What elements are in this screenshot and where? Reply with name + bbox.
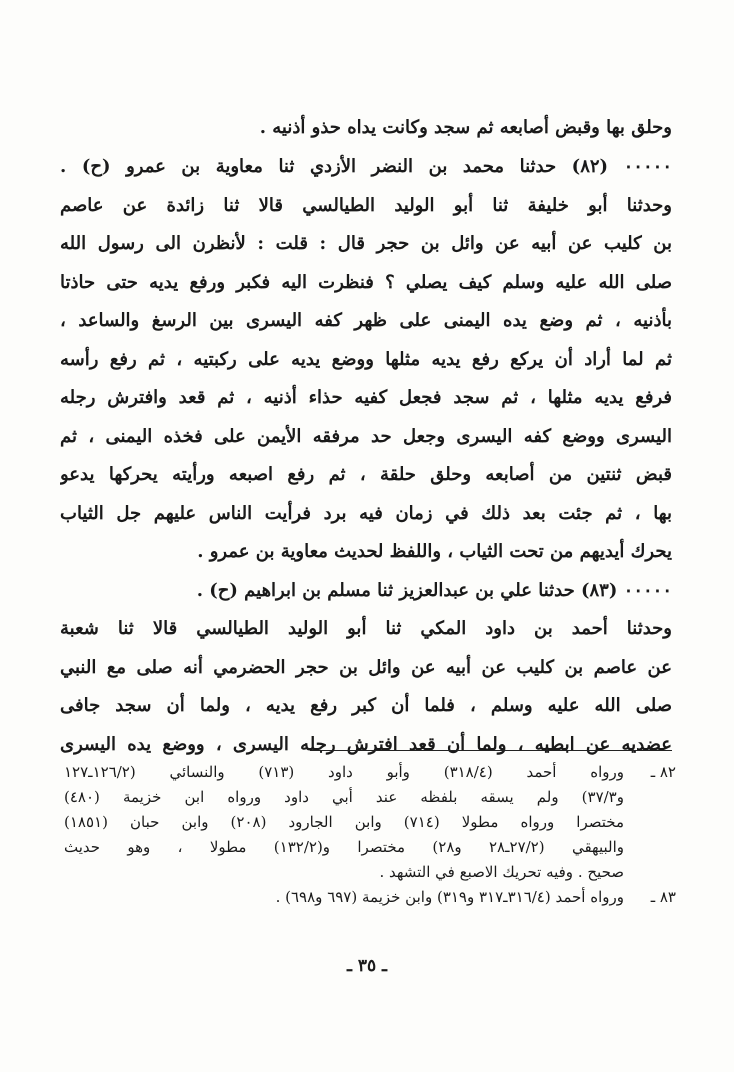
text-line: صلى الله عليه وسلم كيف يصلي ؟ فنظرت اليه فكبر ورفع يديه حتى حاذتا xyxy=(60,271,672,293)
text-line: يحرك أيديهم من تحت الثياب ، واللفظ لحديث معاوية بن عمرو . xyxy=(197,541,672,562)
text-line: صلى الله عليه وسلم ، فلما أن كبر رفع يديه ، ولما أن سجد جافى xyxy=(60,695,672,716)
text-line: عضديه عن ابطيه ، ولما أن قعد افترش رجله اليسرى ، ووضع يده اليسرى xyxy=(60,733,672,755)
footnote-number xyxy=(624,835,676,860)
text-line: قبض ثنتين من أصابعه وحلق حلقة ، ثم رفع اصبعه ورأيته يحركها يدعو xyxy=(60,464,672,485)
footnote-number: ٨٣ ـ xyxy=(650,888,676,906)
footnote-number xyxy=(624,810,676,835)
footnote-line xyxy=(64,785,676,810)
footnote-number xyxy=(624,785,676,810)
text-line: بن كليب عن أبيه عن وائل بن حجر قال : قلت : لأنظرن الى رسول الله xyxy=(60,233,672,254)
text-line: عن عاصم بن كليب عن أبيه عن وائل بن حجر الحضرمي أنه صلى مع النبي xyxy=(60,656,672,678)
footnote-line xyxy=(64,860,676,885)
text-line: اليسرى ووضع كفه اليسرى وجعل حد مرفقه الأيمن على فخذه اليمنى ، ثم xyxy=(60,425,672,447)
footnote-text: صحيح . وفيه تحريك الاصبع في التشهد . xyxy=(379,863,624,881)
text-line: ٠٠٠٠٠ (٨٢) حدثنا محمد بن النضر الأزدي ثنا معاوية بن عمرو (ح) . xyxy=(60,156,672,177)
text-line: ثم لما أراد أن يركع رفع يديه مثلها ووضع يديه على ركبتيه ، ثم رفع رأسه xyxy=(60,348,672,370)
footnote-divider xyxy=(310,750,672,751)
text-line: وحلق بها وقبض أصابعه ثم سجد وكانت يداه حذو أذنيه . xyxy=(259,117,672,138)
page-number: ـ ٣٥ ـ xyxy=(346,956,388,976)
footnote-line xyxy=(64,810,676,835)
footnote-text: والبيهقي (٢٧/٢ـ٢٨ و٢٨) مختصرا و(١٣٢/٢) مطولا ، وهو حديث xyxy=(64,838,624,856)
footnotes xyxy=(64,760,676,910)
text-line: وحدثنا أبو خليفة ثنا أبو الوليد الطيالسي قالا ثنا زائدة عن عاصم xyxy=(60,194,672,216)
footnote-line xyxy=(64,835,676,860)
main-text xyxy=(60,108,672,764)
footnote-text: مختصرا ورواه مطولا (٧١٤) وابن الجارود (٢٠٨) وابن حبان (١٨٥١) xyxy=(64,813,624,831)
footnote-text: ورواه أحمد (٣١٨/٤) وأبو داود (٧١٣) والنسائي (١٢٦/٢ـ١٢٧ xyxy=(64,763,624,781)
text-line: بأذنيه ، ثم وضع يده اليمنى على ظهر كفه اليسرى بين الرسغ والساعد ، xyxy=(60,310,672,331)
footnote-line xyxy=(64,885,676,910)
text-line: فرفع يديه مثلها ، ثم سجد فجعل كفيه حذاء أذنيه ، ثم قعد وافترش رجله xyxy=(60,387,672,408)
footnote-number: ٨٢ ـ xyxy=(650,763,676,781)
text-line: وحدثنا أحمد بن داود المكي ثنا أبو الوليد الطيالسي قالا ثنا شعبة xyxy=(60,618,672,639)
footnote-text: ورواه أحمد (٣١٦/٤ـ٣١٧ و٣١٩) وابن خزيمة (٦٩٧ و٦٩٨) . xyxy=(275,888,624,906)
footnote-text: و٣٧/٣) ولم يسقه بلفظه عند أبي داود ورواه ابن خزيمة (٤٨٠) xyxy=(64,788,624,806)
text-line: بها ، ثم جئت بعد ذلك في زمان فيه برد فرأيت الناس عليهم جل الثياب xyxy=(60,502,672,524)
footnote-number xyxy=(624,860,676,885)
footnote-line xyxy=(64,760,676,785)
text-line: ٠٠٠٠٠ (٨٣) حدثنا علي بن عبدالعزيز ثنا مسلم بن ابراهيم (ح) . xyxy=(196,579,672,601)
